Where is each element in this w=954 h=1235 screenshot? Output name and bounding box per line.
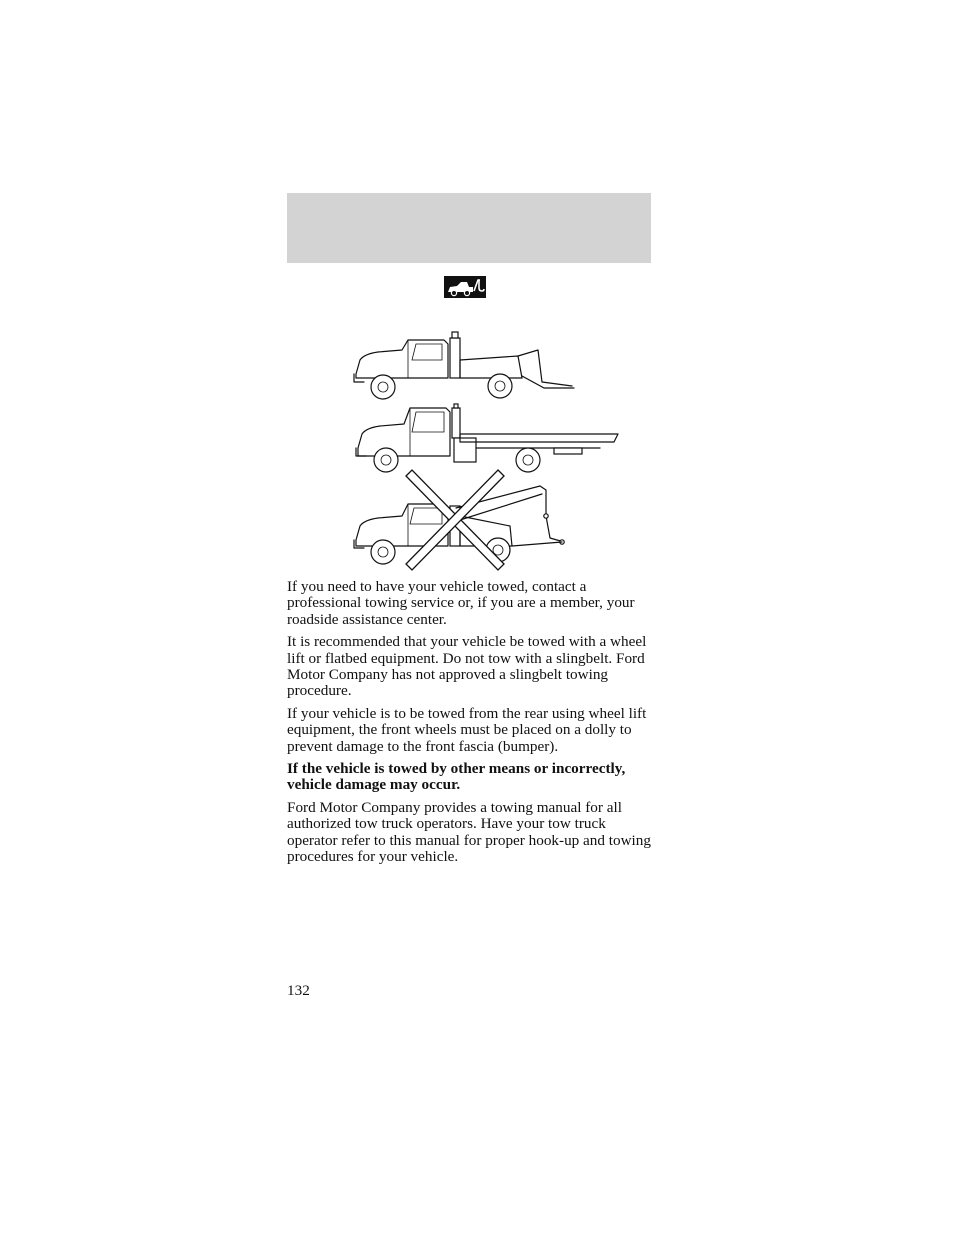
towing-methods-illustration bbox=[350, 330, 626, 572]
wheel-lift-truck bbox=[354, 332, 574, 399]
paragraph-towing-manual: Ford Motor Company provides a towing manual for all authorized tow truck operators. Have your tow truck operator refer to this manual for proper hook-up and towing procedures for your vehicle. bbox=[287, 798, 651, 866]
warning-text: If the vehicle is towed by other means or incorrectly, vehicle damage may occur. bbox=[287, 760, 626, 794]
section-header-band bbox=[287, 193, 651, 263]
slingbelt-truck-not-approved bbox=[354, 470, 564, 570]
tow-truck-icon bbox=[444, 276, 486, 298]
flatbed-truck bbox=[356, 404, 618, 472]
paragraph-rear-towing: If your vehicle is to be towed from the rear using wheel lift equipment, the front wheels must be placed on a dolly to prevent damage to the front fascia (bumper). bbox=[287, 704, 647, 755]
paragraph-recommended-equipment: It is recommended that your vehicle be towed with a wheel lift or flatbed equipment. Do not tow with a slingbelt. Ford Motor Company has not approved a slingbelt towing procedure. bbox=[287, 633, 647, 700]
paragraph-contact-towing: If you need to have your vehicle towed, contact a professional towing service or, if you are a member, your roadside assistance center. bbox=[287, 578, 635, 628]
prohibited-x-mark bbox=[406, 470, 504, 570]
body-text bbox=[287, 579, 655, 872]
page-number: 132 bbox=[287, 982, 310, 999]
